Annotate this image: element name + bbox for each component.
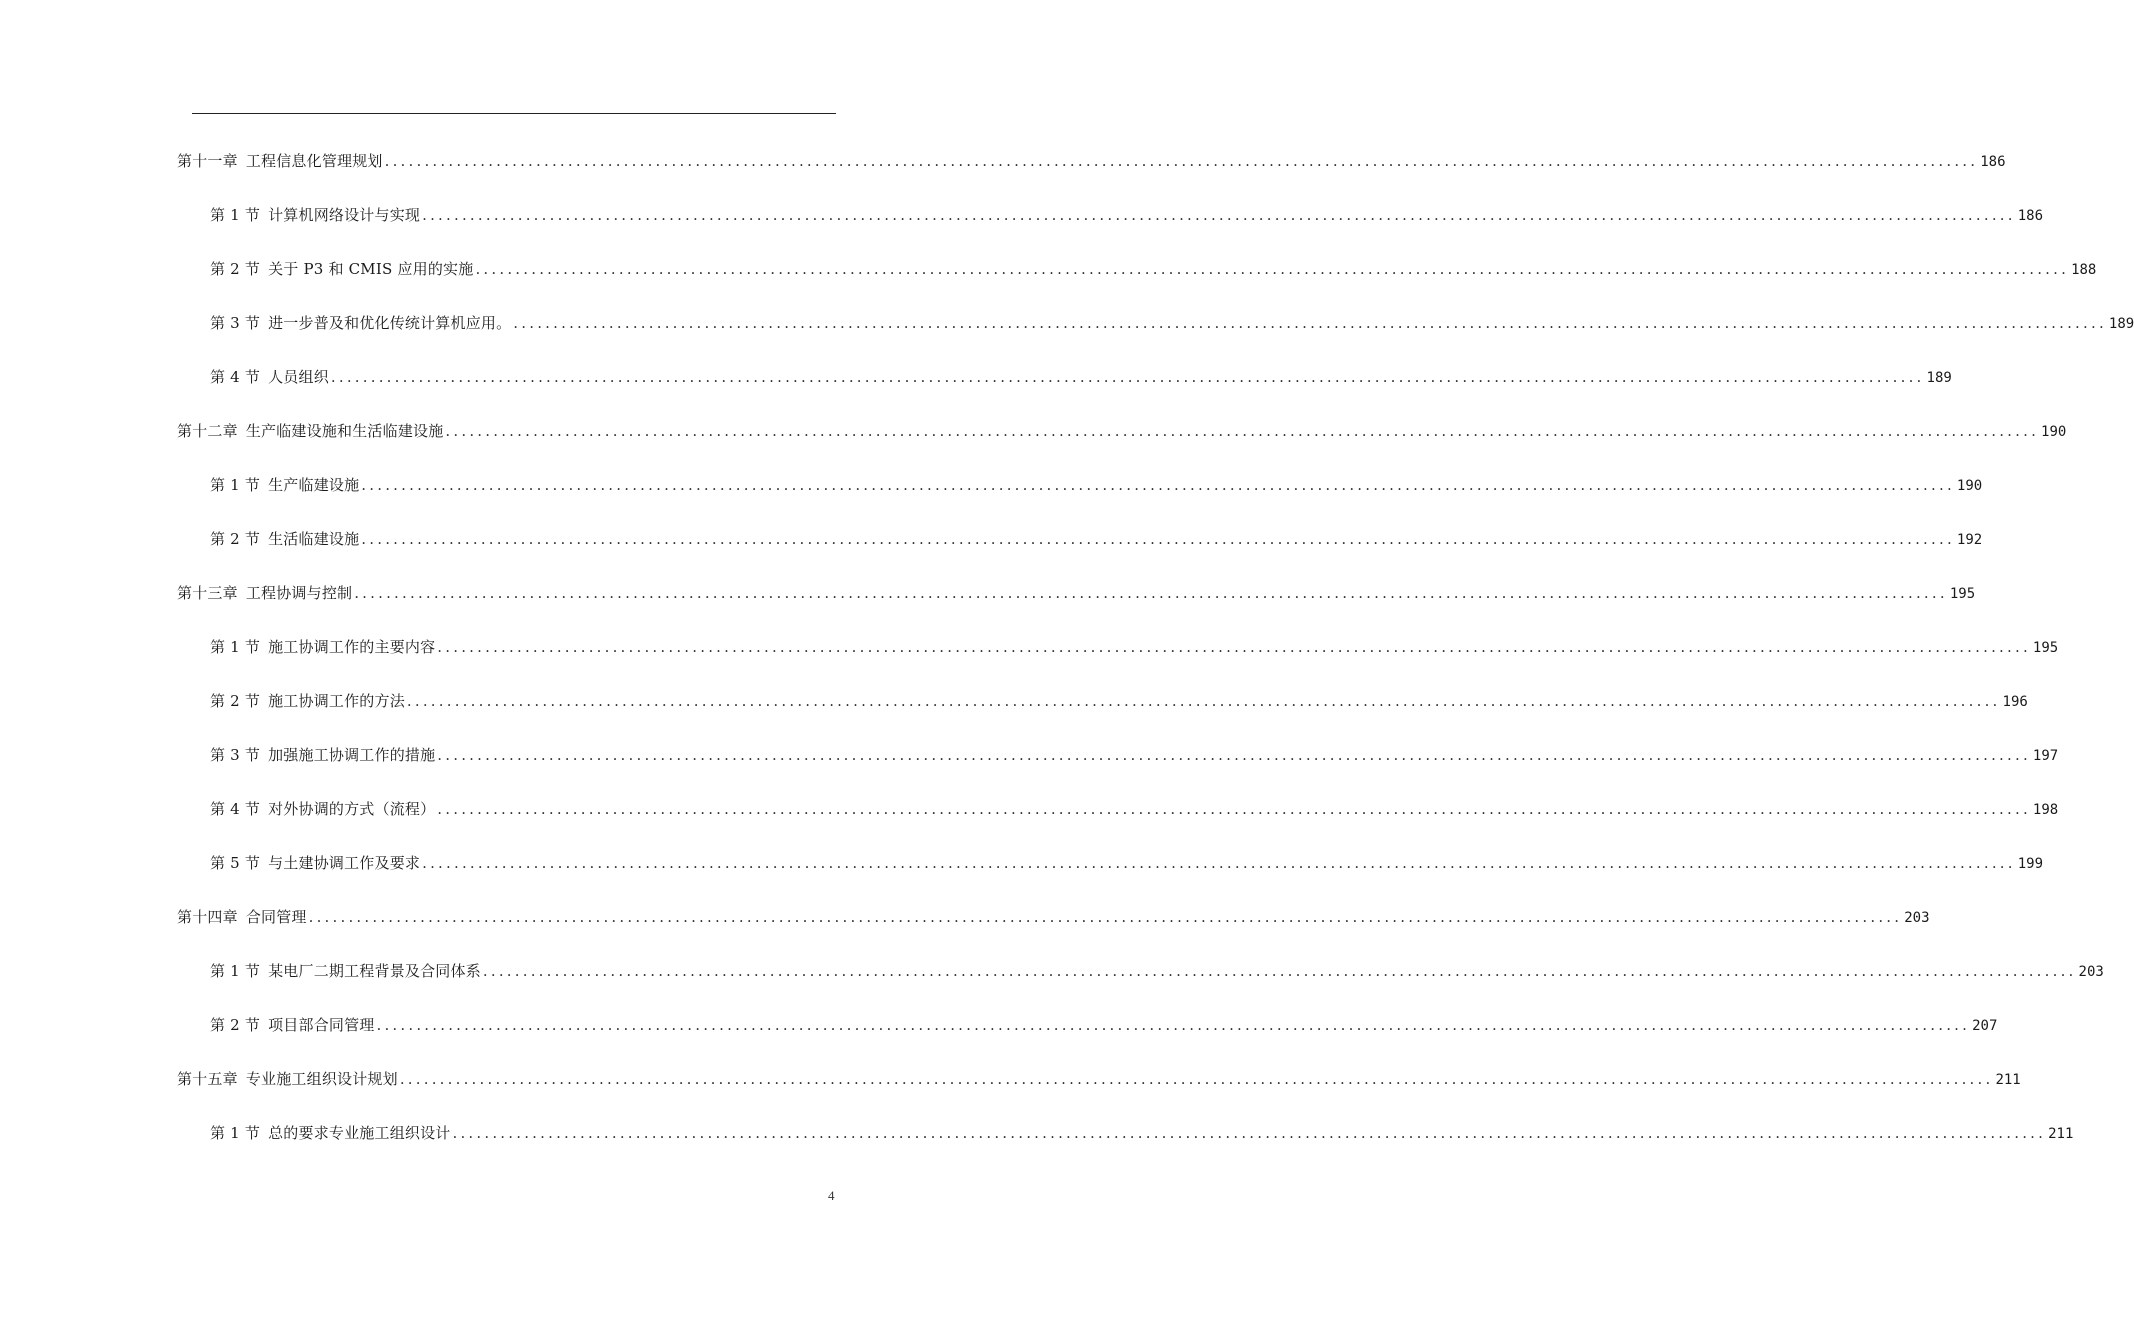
toc-entry-page: 195 (1949, 586, 1976, 602)
toc-section-entry[interactable] (210, 635, 2059, 659)
toc-entry-number: 第 1 节 (210, 638, 261, 656)
toc-entry-label (210, 797, 435, 821)
toc-entry-title: 工程协调与控制 (245, 584, 353, 602)
toc-entry-page: 190 (2041, 424, 2067, 440)
toc-entry-label (177, 581, 352, 605)
toc-entry-label (210, 1013, 375, 1037)
toc-entry-title: 生产临建设施和生活临建设施 (245, 422, 444, 440)
toc-dot-leader: ........................................................................................................................................................................................................ (452, 1124, 2047, 1142)
toc-entry-number: 第 2 节 (210, 1016, 261, 1034)
toc-entry-title: 对外协调的方式（流程） (268, 800, 436, 818)
toc-entry-number: 第十一章 (177, 152, 238, 170)
toc-entry-page: 196 (2002, 694, 2028, 710)
toc-entry-label (210, 473, 359, 497)
toc-chapter-entry[interactable] (177, 581, 1976, 605)
toc-entry-title: 合同管理 (245, 908, 307, 926)
toc-entry-number: 第 4 节 (210, 800, 261, 818)
toc-dot-leader: ........................................................................................................................................................................................................ (376, 1016, 1971, 1034)
toc-entry-number: 第 2 节 (210, 260, 261, 278)
toc-entry-label (177, 149, 383, 173)
toc-entry-page: 207 (1972, 1018, 1998, 1034)
toc-section-entry[interactable] (210, 257, 2097, 281)
toc-entry-label (177, 905, 307, 929)
toc-entry-page: 192 (1956, 532, 1983, 548)
toc-entry-number: 第 1 节 (210, 962, 261, 980)
toc-dot-leader: ........................................................................................................................................................................................................ (482, 962, 2077, 980)
toc-dot-leader: ........................................................................................................................................................................................................ (361, 530, 1955, 548)
page-number: 4 (828, 1188, 835, 1203)
toc-entry-title: 专业施工组织设计规划 (245, 1070, 398, 1088)
toc-entry-title: 施工协调工作的主要内容 (268, 638, 436, 656)
toc-entry-number: 第十三章 (177, 584, 238, 602)
toc-entry-label (210, 311, 511, 335)
toc-chapter-entry[interactable] (177, 905, 1930, 929)
toc-entry-number: 第 3 节 (210, 746, 261, 764)
toc-section-entry[interactable] (210, 797, 2059, 821)
toc-section-entry[interactable] (210, 365, 1952, 389)
toc-section-entry[interactable] (210, 203, 2044, 227)
toc-section-entry[interactable] (210, 689, 2028, 713)
toc-entry-title: 进一步普及和优化传统计算机应用。 (268, 314, 512, 332)
toc-entry-page: 189 (2108, 316, 2134, 332)
toc-section-entry[interactable] (210, 1121, 2074, 1145)
toc-entry-number: 第十二章 (177, 422, 238, 440)
toc-entry-title: 总的要求专业施工组织设计 (268, 1124, 451, 1142)
toc-dot-leader: ........................................................................................................................................................................................................ (354, 584, 1948, 602)
toc-entry-title: 与土建协调工作及要求 (268, 854, 421, 872)
toc-entry-label (210, 203, 420, 227)
toc-chapter-entry[interactable] (177, 419, 2067, 443)
toc-section-entry[interactable] (210, 311, 2134, 335)
toc-entry-page: 186 (2017, 208, 2044, 224)
toc-section-entry[interactable] (210, 959, 2104, 983)
toc-entry-number: 第 1 节 (210, 1124, 261, 1142)
toc-entry-page: 190 (1956, 478, 1983, 494)
toc-entry-title: 关于 P3 和 CMIS 应用的实施 (268, 260, 474, 278)
toc-section-entry[interactable] (210, 851, 2044, 875)
toc-entry-page: 198 (2032, 802, 2059, 818)
toc-entry-page: 211 (2048, 1126, 2074, 1142)
toc-entry-label (177, 419, 443, 443)
toc-dot-leader: ........................................................................................................................................................................................................ (399, 1070, 1994, 1088)
toc-entry-number: 第 4 节 (210, 368, 261, 386)
toc-entry-number: 第 1 节 (210, 476, 261, 494)
toc-entry-page: 186 (1980, 154, 2006, 170)
toc-entry-page: 189 (1926, 370, 1952, 386)
toc-entry-title: 加强施工协调工作的措施 (268, 746, 436, 764)
toc-dot-leader: ........................................................................................................................................................................................................ (361, 476, 1955, 494)
toc-section-entry[interactable] (210, 473, 1983, 497)
toc-dot-leader: ........................................................................................................................................................................................................ (513, 314, 2107, 332)
toc-entry-number: 第 1 节 (210, 206, 261, 224)
toc-dot-leader: ........................................................................................................................................................................................................ (437, 638, 2031, 656)
toc-entry-label (177, 1067, 398, 1091)
toc-dot-leader: ........................................................................................................................................................................................................ (475, 260, 2070, 278)
toc-entry-page: 188 (2071, 262, 2097, 278)
toc-entry-label (210, 959, 481, 983)
toc-entry-number: 第 5 节 (210, 854, 261, 872)
toc-entry-title: 生产临建设施 (268, 476, 360, 494)
toc-section-entry[interactable] (210, 527, 1983, 551)
toc-entry-label (210, 635, 435, 659)
toc-entry-label (210, 257, 473, 281)
toc-entry-page: 199 (2017, 856, 2044, 872)
toc-entry-title: 施工协调工作的方法 (268, 692, 405, 710)
toc-entry-title: 生活临建设施 (268, 530, 360, 548)
toc-entry-label (210, 689, 405, 713)
toc-entry-page: 203 (2078, 964, 2104, 980)
toc-entry-label (210, 365, 329, 389)
toc-entry-title: 某电厂二期工程背景及合同体系 (268, 962, 481, 980)
toc-entry-number: 第十四章 (177, 908, 238, 926)
toc-chapter-entry[interactable] (177, 1067, 2021, 1091)
toc-dot-leader: ........................................................................................................................................................................................................ (308, 908, 1903, 926)
toc-entry-number: 第十五章 (177, 1070, 238, 1088)
toc-entry-title: 项目部合同管理 (268, 1016, 375, 1034)
toc-entry-title: 工程信息化管理规划 (245, 152, 383, 170)
toc-dot-leader: ........................................................................................................................................................................................................ (437, 800, 2031, 818)
header-rule (192, 113, 836, 114)
toc-entry-title: 人员组织 (268, 368, 329, 386)
toc-dot-leader: ........................................................................................................................................................................................................ (437, 746, 2031, 764)
toc-chapter-entry[interactable] (177, 149, 2006, 173)
toc-entry-page: 197 (2032, 748, 2059, 764)
toc-entry-number: 第 2 节 (210, 692, 261, 710)
toc-entry-page: 203 (1904, 910, 1930, 926)
toc-entry-label (210, 851, 420, 875)
toc-entry-label (210, 743, 435, 767)
toc-entry-label (210, 527, 359, 551)
toc-entry-number: 第 3 节 (210, 314, 261, 332)
toc-dot-leader: ........................................................................................................................................................................................................ (406, 692, 2001, 710)
toc-dot-leader: ........................................................................................................................................................................................................ (384, 152, 1979, 170)
toc-section-entry[interactable] (210, 743, 2059, 767)
toc-dot-leader: ........................................................................................................................................................................................................ (422, 854, 2016, 872)
toc-entry-page: 211 (1995, 1072, 2021, 1088)
toc-entry-label (210, 1121, 451, 1145)
toc-entry-number: 第 2 节 (210, 530, 261, 548)
toc-dot-leader: ........................................................................................................................................................................................................ (445, 422, 2040, 440)
toc-entry-page: 195 (2032, 640, 2059, 656)
toc-dot-leader: ........................................................................................................................................................................................................ (422, 206, 2016, 224)
toc-entry-title: 计算机网络设计与实现 (268, 206, 421, 224)
toc-dot-leader: ........................................................................................................................................................................................................ (330, 368, 1925, 386)
toc-section-entry[interactable] (210, 1013, 1998, 1037)
